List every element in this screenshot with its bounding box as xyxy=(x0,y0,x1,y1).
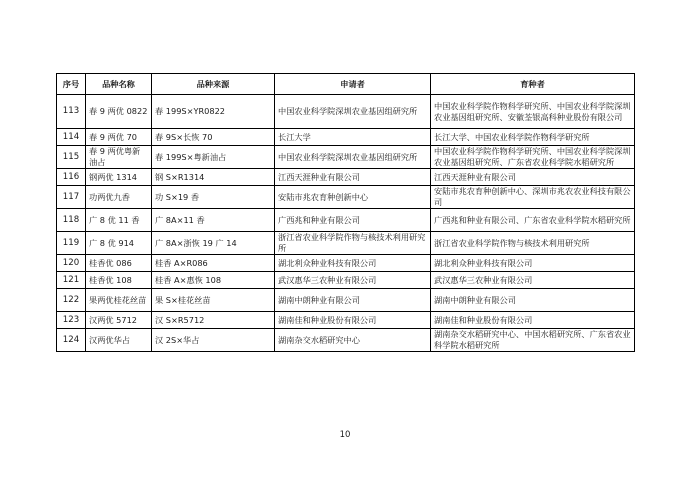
cell-variety-name: 汉两优 5712 xyxy=(86,312,152,329)
cell-variety-name: 春 9 两优 70 xyxy=(86,129,152,146)
header-breeder: 育种者 xyxy=(431,74,635,95)
table-row xyxy=(57,272,635,289)
cell-applicant: 浙江省农业科学院作物与核技术利用研究所 xyxy=(275,232,431,255)
cell-applicant: 江西天涯种业有限公司 xyxy=(275,169,431,186)
cell-no: 121 xyxy=(57,272,86,289)
cell-breeder: 武汉惠华三农种业有限公司 xyxy=(431,272,635,289)
cell-no: 124 xyxy=(57,329,86,352)
cell-variety-name: 钢两优 1314 xyxy=(86,169,152,186)
cell-variety-name: 广 8 优 914 xyxy=(86,232,152,255)
cell-applicant: 安陆市兆农育种创新中心 xyxy=(275,186,431,209)
cell-no: 113 xyxy=(57,95,86,129)
cell-breeder: 湖北利众种业科技有限公司 xyxy=(431,255,635,272)
table-row xyxy=(57,255,635,272)
cell-applicant: 中国农业科学院深圳农业基因组研究所 xyxy=(275,146,431,169)
header-applicant: 申请者 xyxy=(275,74,431,95)
cell-variety-source: 广 8A×浙恢 19 广 14 xyxy=(152,232,275,255)
cell-applicant: 湖南佳和种业股份有限公司 xyxy=(275,312,431,329)
cell-breeder: 中国农业科学院作物科学研究所、中国农业科学院深圳农业基因组研究所、安徽荃银高科种业股份有限公司 xyxy=(431,95,635,129)
cell-applicant: 湖南中朗种业有限公司 xyxy=(275,289,431,312)
cell-breeder: 安陆市兆农育种创新中心、深圳市兆农农业科技有限公司 xyxy=(431,186,635,209)
cell-no: 120 xyxy=(57,255,86,272)
cell-breeder: 浙江省农业科学院作物与核技术利用研究所 xyxy=(431,232,635,255)
cell-applicant: 广西兆和种业有限公司 xyxy=(275,209,431,232)
cell-variety-name: 广 8 优 11 香 xyxy=(86,209,152,232)
cell-breeder: 中国农业科学院作物科学研究所、中国农业科学院深圳农业基因组研究所、广东省农业科学院水稻研究所 xyxy=(431,146,635,169)
cell-breeder: 广西兆和种业有限公司、广东省农业科学院水稻研究所 xyxy=(431,209,635,232)
cell-breeder: 湖南杂交水稻研究中心、中国水稻研究所、广东省农业科学院水稻研究所 xyxy=(431,329,635,352)
cell-variety-name: 汉两优华占 xyxy=(86,329,152,352)
cell-variety-source: 桂香 A×惠恢 108 xyxy=(152,272,275,289)
variety-registration-table xyxy=(56,73,635,352)
cell-applicant: 武汉惠华三农种业有限公司 xyxy=(275,272,431,289)
cell-no: 116 xyxy=(57,169,86,186)
page-number: 10 xyxy=(339,430,351,440)
table-row xyxy=(57,169,635,186)
cell-no: 119 xyxy=(57,232,86,255)
table-row xyxy=(57,232,635,255)
cell-applicant: 中国农业科学院深圳农业基因组研究所 xyxy=(275,95,431,129)
cell-variety-name: 功两优九香 xyxy=(86,186,152,209)
cell-no: 117 xyxy=(57,186,86,209)
cell-no: 118 xyxy=(57,209,86,232)
cell-variety-name: 桂香优 086 xyxy=(86,255,152,272)
cell-variety-source: 钢 S×R1314 xyxy=(152,169,275,186)
cell-variety-source: 汉 S×R5712 xyxy=(152,312,275,329)
table-header-row xyxy=(57,74,635,95)
table-row xyxy=(57,312,635,329)
cell-breeder: 江西天涯种业有限公司 xyxy=(431,169,635,186)
table-row xyxy=(57,146,635,169)
cell-applicant: 湖北利众种业科技有限公司 xyxy=(275,255,431,272)
cell-breeder: 湖南佳和种业股份有限公司 xyxy=(431,312,635,329)
cell-variety-name: 果两优桂花丝苗 xyxy=(86,289,152,312)
header-variety-source: 品种来源 xyxy=(152,74,275,95)
cell-breeder: 湖南中朗种业有限公司 xyxy=(431,289,635,312)
cell-variety-name: 春 9 两优 0822 xyxy=(86,95,152,129)
table-row xyxy=(57,289,635,312)
cell-variety-name: 春 9 两优粤新油占 xyxy=(86,146,152,169)
cell-variety-source: 果 S×桂花丝苗 xyxy=(152,289,275,312)
cell-no: 115 xyxy=(57,146,86,169)
cell-variety-source: 春 199S×粤新油占 xyxy=(152,146,275,169)
cell-variety-source: 春 199S×YR0822 xyxy=(152,95,275,129)
cell-variety-name: 桂香优 108 xyxy=(86,272,152,289)
cell-breeder: 长江大学、中国农业科学院作物科学研究所 xyxy=(431,129,635,146)
table-row xyxy=(57,329,635,352)
cell-applicant: 湖南杂交水稻研究中心 xyxy=(275,329,431,352)
table-row xyxy=(57,95,635,129)
table-row xyxy=(57,209,635,232)
header-no: 序号 xyxy=(57,74,86,95)
table-row xyxy=(57,186,635,209)
cell-no: 123 xyxy=(57,312,86,329)
cell-applicant: 长江大学 xyxy=(275,129,431,146)
cell-variety-source: 广 8A×11 香 xyxy=(152,209,275,232)
cell-no: 122 xyxy=(57,289,86,312)
cell-variety-source: 桂香 A×R086 xyxy=(152,255,275,272)
cell-variety-source: 功 S×19 香 xyxy=(152,186,275,209)
header-variety-name: 品种名称 xyxy=(86,74,152,95)
cell-no: 114 xyxy=(57,129,86,146)
cell-variety-source: 汉 2S×华占 xyxy=(152,329,275,352)
cell-variety-source: 春 9S×长恢 70 xyxy=(152,129,275,146)
table-row xyxy=(57,129,635,146)
